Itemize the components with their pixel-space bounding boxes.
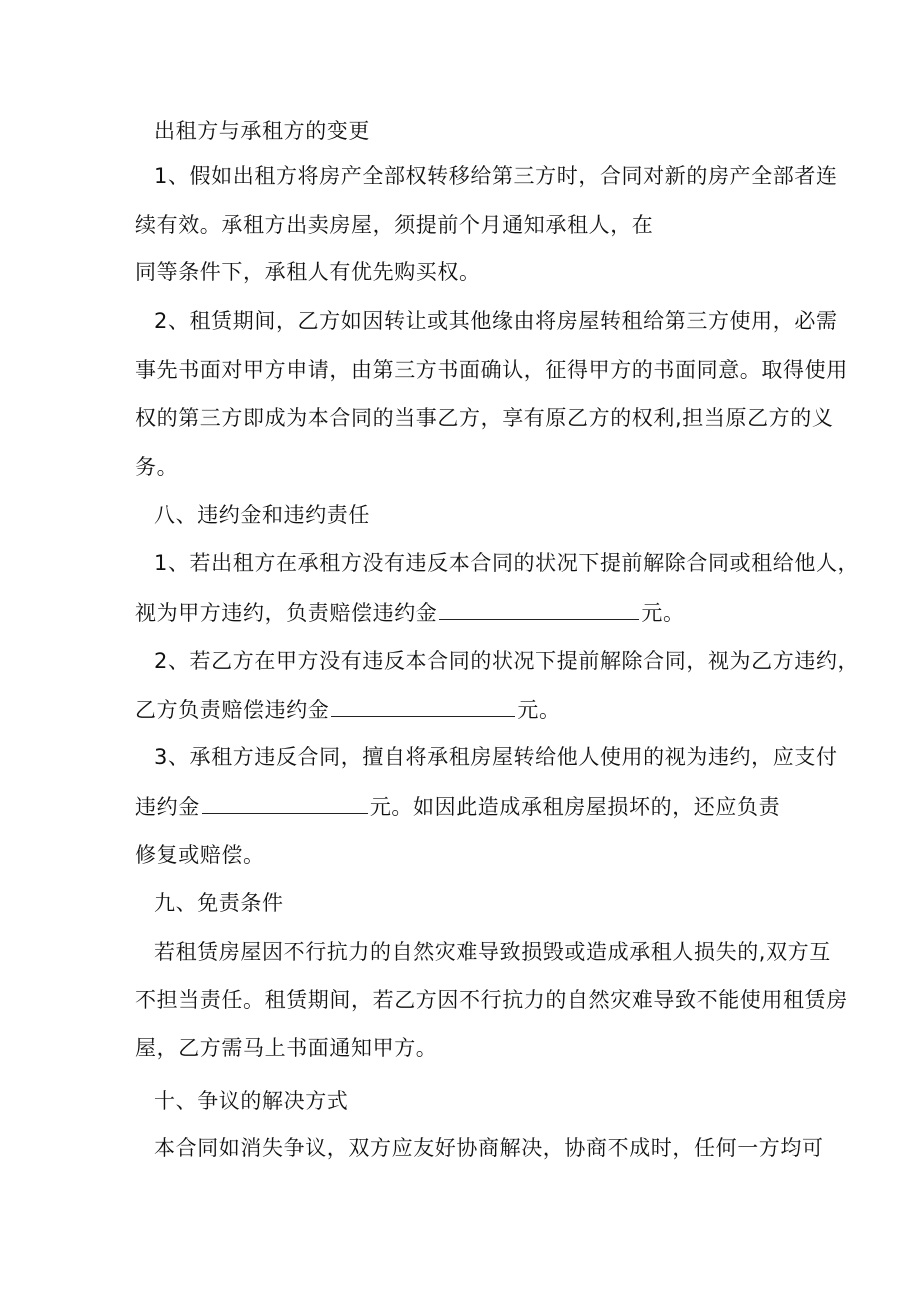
amount-blank [439,597,639,620]
paragraph-line: 2、若乙方在甲方没有违反本合同的状况下提前解除合同，视为乙方违约， [154,649,860,673]
section-heading: 九、免责条件 [154,891,284,915]
amount-blank [331,694,515,717]
section-heading: 十、争议的解决方式 [154,1089,349,1113]
paragraph-line: 视为甲方违约，负责赔偿违约金 元。 [135,597,685,628]
section-heading: 八、违约金和违约责任 [154,503,370,527]
paragraph-line: 权的第三方即成为本合同的当事乙方，享有原乙方的权利,担当原乙方的义 [135,406,834,430]
paragraph-line: 2、租赁期间，乙方如因转让或其他缘由将房屋转租给第三方使用，必需 [154,309,838,333]
paragraph-line: 续有效。承租方出卖房屋，须提前个月通知承租人，在 [135,213,654,237]
paragraph-line: 本合同如消失争议，双方应友好协商解决，协商不成时，任何一方均可 [154,1136,824,1160]
paragraph-line: 事先书面对甲方申请，由第三方书面确认，征得甲方的书面同意。取得使用 [135,358,848,382]
paragraph-line: 修复或赔偿。 [135,843,265,867]
paragraph-line: 3、承租方违反合同，擅自将承租房屋转给他人使用的视为违约，应支付 [154,745,838,769]
paragraph-line: 1、假如出租方将房产全部权转移给第三方时，合同对新的房产全部者连 [154,164,838,188]
paragraph-line: 违约金 元。如因此造成承租房屋损坏的，还应负责 [135,791,780,822]
section-heading: 出租方与承租方的变更 [154,119,370,143]
amount-blank [202,791,368,814]
paragraph-line: 若租赁房屋因不行抗力的自然灾难导致损毁或造成承租人损失的,双方互 [154,940,831,964]
paragraph-line: 屋，乙方需马上书面通知甲方。 [135,1036,438,1060]
paragraph-line: 不担当责任。租赁期间，若乙方因不行抗力的自然灾难导致不能使用租赁房 [135,988,848,1012]
paragraph-line: 务。 [135,455,179,479]
paragraph-line: 乙方负责赔偿违约金 元。 [135,694,561,725]
paragraph-line: 同等条件下，承租人有优先购买权。 [135,260,481,284]
paragraph-line: 1、若出租方在承租方没有违反本合同的状况下提前解除合同或租给他人， [154,551,860,575]
